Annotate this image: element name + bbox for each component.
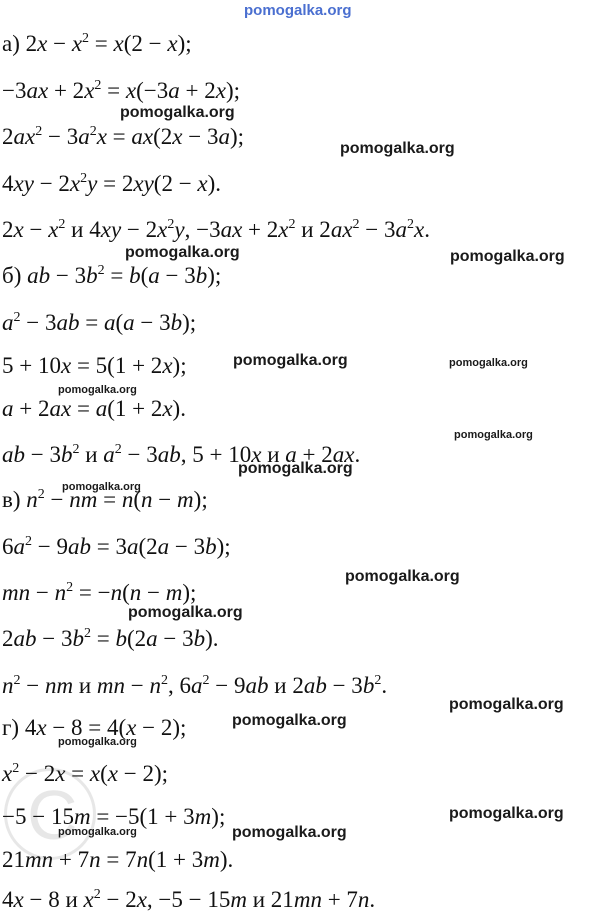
line-d2: $x^2 - 2x = x(x - 2)$; [2,761,169,786]
line-c-answer: $n^2$ − nm и mn − $n^2$, $6a^2 - 9ab$ и $2ab - 3b^2$. [2,673,388,698]
watermark-text: pomogalka.org [238,460,353,477]
line-b-answer: ab − $3b^2$ и $a^2 - 3ab$, 5 + 10x и a + 2ax. [2,442,361,467]
watermark-text: pomogalka.org [449,805,564,822]
line-d3: −5 − 15m = −5(1 + 3m); [2,804,226,829]
watermark-text: pomogalka.org [62,481,141,493]
watermark-text: pomogalka.org [244,2,352,19]
watermark-text: pomogalka.org [345,568,460,585]
watermark-text: pomogalka.org [125,244,240,261]
line-b1: б) ab − $3b^2 = b(a - 3b)$; [2,263,222,288]
watermark-text: pomogalka.org [449,696,564,713]
watermark-text: pomogalka.org [232,712,347,729]
line-b3: 5 + 10x = 5(1 + 2x); [2,353,187,378]
line-b2: $a^2 - 3ab = a(a - 3b)$; [2,310,197,335]
line-a4: $4xy - 2x^2y = 2xy(2 - x)$. [2,171,222,196]
line-b4: a + 2ax = a(1 + 2x). [2,396,186,421]
watermark-text: pomogalka.org [449,357,528,369]
line-a3: $2ax^2 - 3a^2x = ax(2x - 3a)$; [2,124,245,149]
watermark-text: pomogalka.org [58,736,137,748]
line-d1: г) 4x − 8 = 4(x − 2); [2,715,187,740]
watermark-text: pomogalka.org [58,384,137,396]
line-d-answer: 4x − 8 и $x^2 - 2x$, −5 − 15m и 21mn + 7n. [2,887,376,912]
line-a2: $-3ax + 2x^2 = x(-3a + 2x)$; [2,78,241,103]
line-a-answer: $2x - x^2$ и $4xy - 2x^2y$, $-3ax + 2x^2$ и $2ax^2 - 3a^2x$. [2,217,430,242]
line-c3: mn − $n^2 = -n(n - m)$; [2,580,197,605]
line-a1: а) $2x - x^2 = x(2 - x)$; [2,31,192,56]
watermark-text: pomogalka.org [233,352,348,369]
watermark-text: pomogalka.org [58,826,137,838]
watermark-text: pomogalka.org [128,604,243,621]
watermark-text: pomogalka.org [120,104,235,121]
line-c1: в) $n^2$ − nm = n(n − m); [2,487,208,512]
line-d4: 21mn + 7n = 7n(1 + 3m). [2,847,234,872]
line-c2: $6a^2 - 9ab = 3a(2a - 3b)$; [2,534,231,559]
watermark-text: pomogalka.org [450,248,565,265]
watermark-text: pomogalka.org [340,140,455,157]
line-c4: $2ab - 3b^2 = b(2a - 3b)$. [2,626,219,651]
watermark-text: pomogalka.org [232,824,347,841]
watermark-text: pomogalka.org [454,429,533,441]
